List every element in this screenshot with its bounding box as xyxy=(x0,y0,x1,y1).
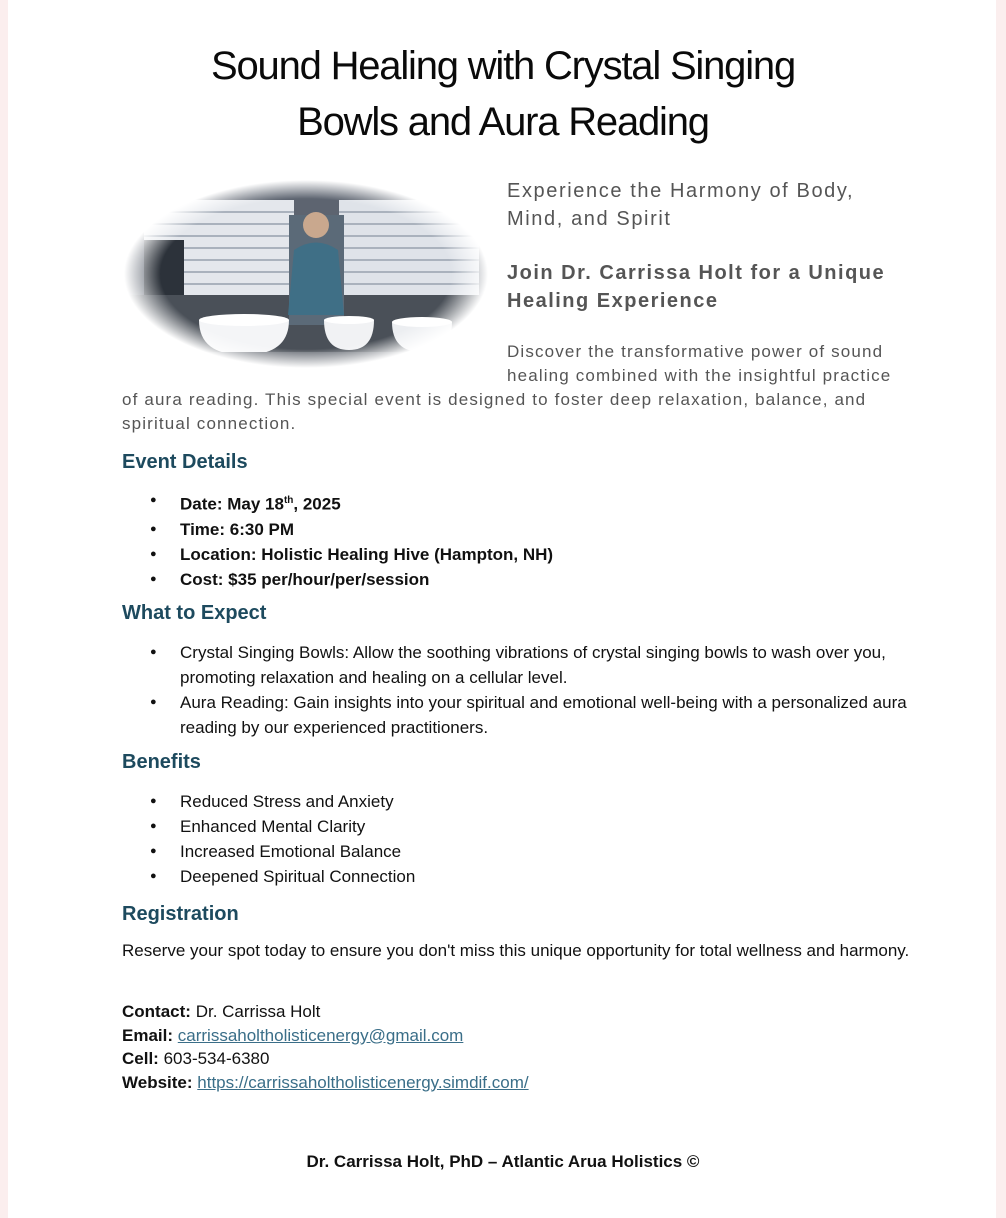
contact-label: Contact: xyxy=(122,1002,191,1021)
email-label: Email: xyxy=(122,1025,174,1045)
cell-line xyxy=(122,1047,912,1071)
join-headline: Join Dr. Carrissa Holt for a Unique Healing Experience xyxy=(507,262,886,312)
event-date-year: , 2025 xyxy=(293,494,341,514)
footer-credit: Dr. Carrissa Holt, PhD – Atlantic Arua Holistics © xyxy=(306,1152,700,1171)
website-label: Website: xyxy=(122,1072,193,1092)
what-to-expect-list xyxy=(122,640,912,740)
list-item: ● Reduced Stress and Anxiety xyxy=(122,789,912,814)
contact-name: Dr. Carrissa Holt xyxy=(195,1002,321,1021)
cell-number: 603-534-6380 xyxy=(163,1049,270,1068)
list-item xyxy=(122,567,912,592)
list-item xyxy=(122,488,912,517)
website-line xyxy=(122,1071,912,1095)
what-to-expect-heading: What to Expect xyxy=(122,602,267,624)
title-line-2: Bowls and Aura Reading xyxy=(297,100,709,144)
email-link[interactable]: carrissaholtholisticenergy@gmail.com xyxy=(177,1025,464,1045)
title-line-1: Sound Healing with Crystal Singing xyxy=(211,44,795,88)
list-item xyxy=(122,517,912,542)
intro-text: Discover the transformative power of sound healing combined with the insightful practice of aura reading. This special event is designed to foster deep relaxation, balance, and spiritual connection. xyxy=(122,342,892,433)
list-item: ● Enhanced Mental Clarity xyxy=(122,814,912,839)
registration-text: Reserve your spot today to ensure you don't miss this unique opportunity for total wellness and harmony. xyxy=(122,941,910,960)
event-date-suffix: th xyxy=(283,495,294,506)
photo-wrap-spacer xyxy=(122,340,507,388)
benefits-list xyxy=(122,789,912,889)
tagline: Experience the Harmony of Body, Mind, and Spirit xyxy=(507,180,855,230)
contact-line xyxy=(122,1000,912,1024)
registration-heading: Registration xyxy=(122,903,239,925)
list-item xyxy=(122,542,912,567)
event-details-list xyxy=(122,488,912,592)
event-cost: Cost: $35 per/hour/per/session xyxy=(180,569,430,589)
list-item: ● Deepened Spiritual Connection xyxy=(122,864,912,889)
event-details-heading: Event Details xyxy=(122,451,248,473)
event-date: Date: May 18 xyxy=(180,494,284,514)
cell-label: Cell: xyxy=(122,1049,159,1068)
contact-block xyxy=(122,1000,912,1094)
benefits-heading: Benefits xyxy=(122,751,201,773)
list-item: ● Aura Reading: Gain insights into your spiritual and emotional well-being with a personalized aura reading by our experienced practitioners. xyxy=(122,690,912,740)
event-time: Time: 6:30 PM xyxy=(180,519,295,539)
event-location: Location: Holistic Healing Hive (Hampton, NH) xyxy=(180,544,554,564)
intro-paragraph xyxy=(122,340,912,436)
page-title xyxy=(0,38,1006,150)
website-link[interactable]: https://carrissaholtholisticenergy.simdif.com/ xyxy=(197,1072,529,1092)
list-item: ● Crystal Singing Bowls: Allow the soothing vibrations of crystal singing bowls to wash over you, promoting relaxation and healing on a cellular level. xyxy=(122,640,912,690)
email-line xyxy=(122,1024,912,1048)
list-item: ● Increased Emotional Balance xyxy=(122,839,912,864)
